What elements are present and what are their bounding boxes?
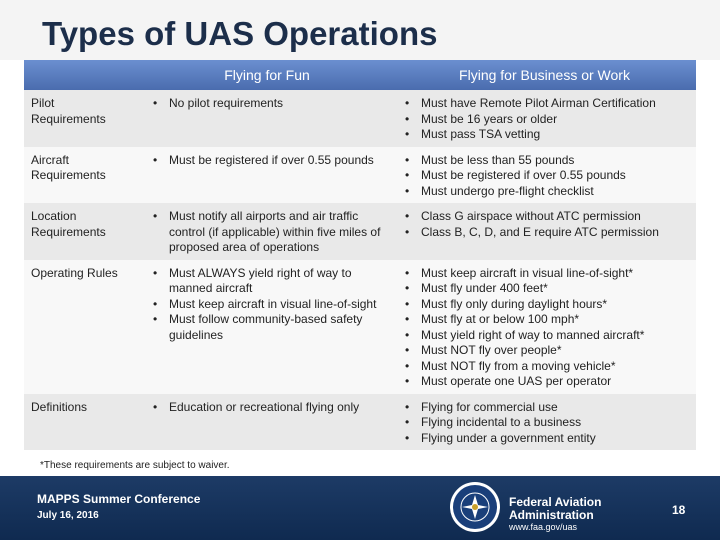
list-item: • Flying for commercial use — [399, 400, 690, 416]
faa-seal-icon — [449, 481, 501, 533]
footer-bar — [0, 476, 720, 540]
list-item: • No pilot requirements — [147, 96, 387, 112]
row-label — [24, 394, 141, 451]
row-label-line: Requirements — [31, 111, 106, 126]
column-header-label — [24, 60, 141, 90]
bullet-list — [147, 96, 387, 112]
cell-fun — [141, 147, 393, 204]
list-item: • Education or recreational flying only — [147, 400, 387, 416]
cell-fun — [141, 203, 393, 260]
slide-title: Types of UAS Operations — [42, 15, 438, 52]
bullet-list — [399, 209, 690, 240]
column-header-business: Flying for Business or Work — [393, 60, 696, 90]
list-item: • Must keep aircraft in visual line-of-sight — [147, 297, 387, 313]
row-label — [24, 147, 141, 204]
cell-business — [393, 90, 696, 147]
row-label-line: Definitions — [31, 399, 88, 414]
list-item: • Class G airspace without ATC permission — [399, 209, 690, 225]
table-row — [24, 90, 696, 147]
list-item: • Must fly only during daylight hours* — [399, 297, 690, 313]
bullet-list — [399, 153, 690, 200]
row-label — [24, 203, 141, 260]
conference-title: MAPPS Summer Conference — [37, 492, 201, 506]
list-item: • Must be registered if over 0.55 pounds — [399, 168, 690, 184]
list-item: • Must operate one UAS per operator — [399, 374, 690, 390]
row-label-line: Location — [31, 209, 77, 223]
list-item: • Must yield right of way to manned aircraft* — [399, 328, 690, 344]
row-label — [24, 90, 141, 147]
page-number: 18 — [672, 503, 686, 517]
bullet-list — [147, 153, 387, 169]
list-item: • Class B, C, D, and E require ATC permission — [399, 225, 690, 241]
list-item: • Must have Remote Pilot Airman Certification — [399, 96, 690, 112]
row-label-line: Operating Rules — [31, 265, 118, 280]
agency-name — [509, 496, 601, 522]
table-header-row — [24, 60, 696, 90]
bullet-list — [147, 266, 387, 344]
cell-business — [393, 260, 696, 394]
row-label-line: Pilot — [31, 96, 55, 110]
cell-business — [393, 394, 696, 451]
list-item: • Must fly under 400 feet* — [399, 281, 690, 297]
list-item: • Must keep aircraft in visual line-of-sight* — [399, 266, 690, 282]
title-area — [0, 0, 720, 60]
waiver-footnote: *These requirements are subject to waiver. — [40, 460, 230, 471]
list-item: • Must ALWAYS yield right of way to manned aircraft — [147, 266, 387, 297]
list-item: • Must pass TSA vetting — [399, 127, 690, 143]
bullet-list — [399, 400, 690, 447]
list-item: • Must notify all airports and air traffic control (if applicable) within five miles of proposed area of operations — [147, 209, 387, 256]
operations-table — [24, 60, 696, 450]
cell-fun — [141, 394, 393, 451]
list-item: • Flying under a government entity — [399, 431, 690, 447]
list-item: • Must follow community-based safety guidelines — [147, 312, 387, 343]
list-item: • Must fly at or below 100 mph* — [399, 312, 690, 328]
list-item: • Must NOT fly from a moving vehicle* — [399, 359, 690, 375]
list-item: • Flying incidental to a business — [399, 415, 690, 431]
row-label-line: Requirements — [31, 224, 106, 239]
agency-url[interactable]: www.faa.gov/uas — [509, 522, 578, 532]
list-item: • Must be registered if over 0.55 pounds — [147, 153, 387, 169]
table-row — [24, 260, 696, 394]
agency-name-line2: Administration — [509, 508, 594, 522]
agency-name-line1: Federal Aviation — [509, 495, 602, 509]
cell-fun — [141, 90, 393, 147]
bullet-list — [147, 400, 387, 416]
bullet-list — [399, 266, 690, 390]
cell-business — [393, 147, 696, 204]
bullet-list — [147, 209, 387, 256]
row-label-line: Requirements — [31, 168, 106, 182]
table-row — [24, 203, 696, 260]
column-header-fun: Flying for Fun — [141, 60, 393, 90]
row-label-line: Aircraft — [31, 152, 70, 167]
cell-business — [393, 203, 696, 260]
list-item: • Must be 16 years or older — [399, 112, 690, 128]
conference-date: July 16, 2016 — [37, 510, 99, 521]
list-item: • Must NOT fly over people* — [399, 343, 690, 359]
table-body — [24, 90, 696, 450]
cell-fun — [141, 260, 393, 394]
list-item: • Must undergo pre-flight checklist — [399, 184, 690, 200]
list-item: • Must be less than 55 pounds — [399, 153, 690, 169]
bullet-list — [399, 96, 690, 143]
table-row — [24, 147, 696, 204]
table-row — [24, 394, 696, 451]
row-label — [24, 260, 141, 394]
